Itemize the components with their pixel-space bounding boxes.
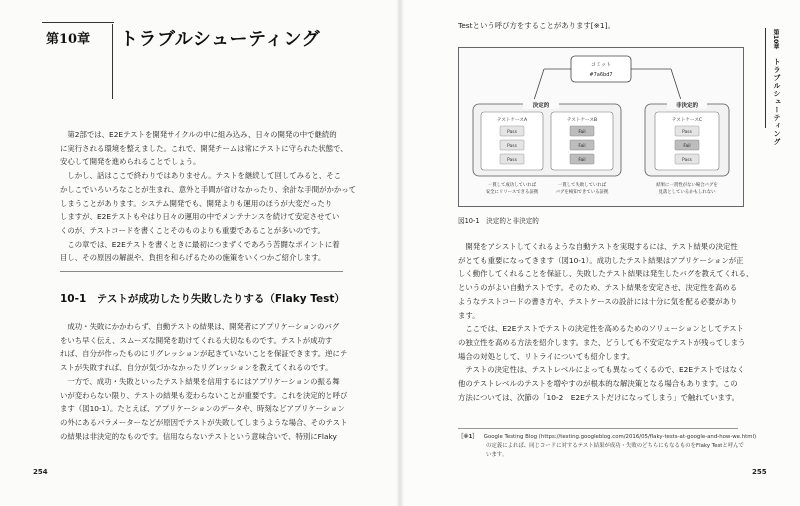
intro-line: 第2部では、E2Eテストを開発サイクルの中に組み込み、日々の開発の中で継続的 bbox=[60, 130, 337, 139]
footnote-line: の定義によれば、同じコードに対するテスト結果が成功・失敗のどちらにもなるものをFlaky Testと呼んで bbox=[486, 443, 744, 449]
body-line: 成功・失敗にかかわらず、自動テストの結果は、開発者にアプリケーションのバグ bbox=[60, 322, 340, 331]
body-line: 開発をアシストしてくれるような自動テストを実現するには、テスト結果の決定性 bbox=[458, 242, 738, 251]
commit-box bbox=[571, 56, 631, 82]
figure-caption: 図10-1 決定的と非決定的 bbox=[458, 217, 539, 225]
note-a-line-2: 安全にリリースできる証拠 bbox=[485, 190, 539, 195]
intro-line: に実行される環境を整えました。これで、開発チームは常にテストに守られた状態で、 bbox=[60, 143, 348, 153]
body-line: ます（図10-1）。たとえば、アプリケーションのデータや、時刻などアプリケーション bbox=[60, 404, 345, 414]
side-tab-rule bbox=[765, 28, 766, 128]
result-pass-label: Pass bbox=[507, 158, 517, 163]
connector-right-drop bbox=[671, 69, 681, 100]
page-number-right: 255 bbox=[752, 468, 767, 476]
body-line: ストが失敗すれば、自分が気づかなかったリグレッションを教えてくれるのです。 bbox=[60, 363, 333, 373]
body-line: れば、自分が作ったものにリグレッションが起きていないことを保証できます。逆にテ bbox=[60, 349, 348, 359]
body-line: いが変わらない限り、テストの結果も変わらないことが重要です。これを決定的と呼び bbox=[60, 390, 348, 400]
intro-line: この章では、E2Eテストを書くときに最初につまずくであろう苦闘なポイントに着 bbox=[60, 239, 340, 249]
body-line: ます。 bbox=[458, 310, 480, 320]
note-a-line-1: 一貫して成功していれば bbox=[487, 183, 537, 188]
footnote-rule bbox=[458, 428, 738, 429]
result-fail-label: Fail bbox=[578, 144, 586, 149]
chapter-title: トラブルシューティング bbox=[120, 29, 321, 50]
result-fail-label: Fail bbox=[578, 130, 586, 135]
test-case-c-label: テストケースC bbox=[671, 118, 703, 123]
body-line: テストの決定性は、テストレベルによっても異なってくるので、E2Eテストではなく bbox=[458, 365, 745, 375]
intro-line: 安心して開発を進められることでしょう。 bbox=[60, 157, 201, 167]
body-line: 他のテストレベルのテストを増やすのが根本的な解決策となる場合もあります。この bbox=[458, 379, 738, 389]
commit-title: コミット bbox=[591, 62, 611, 68]
body-line: ようなテストコードの書き方や、テストケースの設計には十分に気を配る必要があり bbox=[458, 296, 738, 306]
result-pass-label: Pass bbox=[507, 144, 517, 149]
note-b-line-2: バグを検知できている証拠 bbox=[555, 190, 609, 195]
intro-line: しかし、話はここで終わりではありません。テストを継続して回してみると、そこ bbox=[60, 171, 341, 181]
result-pass-label: Pass bbox=[507, 130, 517, 135]
result-fail-label: Fail bbox=[578, 158, 586, 163]
intro-line: くのが、テストコードを書くことそのものよりも重要であることが多いのです。 bbox=[60, 225, 325, 235]
body-line: 場合の対処として、リトライについても紹介します。 bbox=[458, 351, 635, 361]
chapter-intro bbox=[60, 128, 356, 265]
chapter-header-divider bbox=[112, 24, 113, 99]
chapter-number: 第10章 bbox=[46, 32, 91, 47]
figure-diagram bbox=[459, 48, 743, 206]
note-c-line-2: 見落としているかもしれない bbox=[658, 190, 716, 195]
test-case-a-label: テストケースA bbox=[496, 118, 528, 123]
intro-line: しまうことがあります。システム開発でも、開発よりも運用のほうが大変だったり bbox=[60, 198, 333, 208]
right-body-text bbox=[458, 240, 753, 404]
body-line: の独立性を高める方法を紹介します。また、どうしても不安定なテストが残ってしまう bbox=[458, 337, 746, 347]
note-c-line-1: 結果に一貫性がない場合バグを bbox=[656, 183, 718, 188]
intro-line: かしこでいろいろなことが生まれ、意外と手間が省けなかったり、余計な手間がかかって bbox=[60, 184, 357, 194]
book-gutter bbox=[396, 0, 404, 506]
body-line: の結果は非決定的なものです。信用ならないテストという意味合いで、特別にFlaky bbox=[60, 431, 337, 441]
section-body bbox=[60, 320, 347, 443]
footnote-line: います。 bbox=[486, 452, 508, 458]
body-line: ここでは、E2Eテストでテストの決定性を高めるためのソリューションとしてテスト bbox=[458, 324, 744, 334]
section-heading: 10-1 テストが成功したり失敗したりする（Flaky Test） bbox=[60, 293, 345, 305]
footnote-line: Google Testing Blog (https://testing.googleblog.com/2016/05/flaky-tests-at-google-and-how-we.html) bbox=[483, 434, 757, 440]
side-tab-chapter: 第10章 bbox=[772, 29, 779, 50]
commit-hash: #7a6bd7 bbox=[589, 72, 613, 78]
connector-left-drop bbox=[534, 69, 544, 100]
result-pass-label: Pass bbox=[682, 130, 692, 135]
body-line: しく動作してくれることを保証し、失敗したテスト結果は発生したバグを教えてくれる、 bbox=[458, 269, 754, 279]
body-line: の外にあるパラメーターなどが原因でテストが失敗してしまうような場合、そのテスト bbox=[60, 417, 348, 427]
body-line: というのがよい自動テストです。そのため、テスト結果を安定させ、決定性を高める bbox=[458, 283, 738, 293]
section-rule bbox=[60, 271, 343, 272]
intro-line: しますが、E2Eテストもやはり日々の運用の中でメンテナンスを続けて安定させてい bbox=[60, 212, 340, 222]
chapter-header-rule bbox=[42, 22, 114, 23]
test-case-b-label: テストケースB bbox=[566, 118, 598, 123]
intro-line: 目し、その原因の解説や、負担を和らげるための施策をいくつかご紹介します。 bbox=[60, 253, 326, 263]
body-line: 方法については、次節の「10-2 E2Eテストだけになってしまう」で触れています。 bbox=[458, 392, 740, 402]
result-pass-label: Pass bbox=[682, 158, 692, 163]
note-b-line-1: 一貫して失敗していれば bbox=[557, 183, 607, 188]
footnote bbox=[458, 433, 756, 460]
figure-10-1 bbox=[458, 47, 744, 207]
deterministic-label: 決定的 bbox=[532, 103, 550, 109]
side-tab-title: トラブルシューティング bbox=[773, 58, 781, 146]
body-line: がとても重要になってきます（図10-1）。成功したテスト結果はアプリケーションが正 bbox=[458, 255, 744, 265]
body-line: をいち早く伝え、スムーズな開発を助けてくれる大切なものです。テストが成功す bbox=[60, 335, 333, 345]
continued-line: Testという呼び方をすることがあります[※1]。 bbox=[458, 21, 615, 30]
page-number-left: 254 bbox=[33, 468, 48, 476]
body-line: 一方で、成功・失敗といったテスト結果を信用するにはアプリケーションの振る舞 bbox=[60, 376, 340, 386]
result-fail-label: Fail bbox=[683, 144, 691, 149]
footnote-mark: ［※1］ bbox=[458, 434, 478, 440]
nondeterministic-label: 非決定的 bbox=[675, 103, 699, 109]
